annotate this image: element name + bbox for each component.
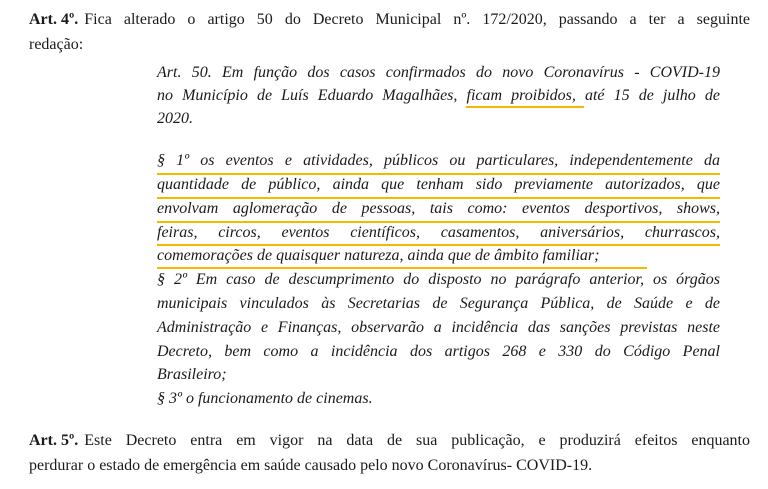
p1-line1: § 1º os eventos e atividades, públicos ou particulares, independentemente da — [157, 152, 720, 169]
art4-text: Fica alterado o artigo 50 do Decreto Municipal nº. 172/2020, passando a ter a seguinte — [84, 11, 750, 28]
p2-line3: Administração e Finanças, observarão a incidência das sanções previstas neste — [157, 319, 720, 336]
art5-text: Este Decreto entra em vigor na data de sua publicação, e produzirá efeitos enquanto — [84, 432, 750, 449]
p1-line2: quantidade de público, ainda que tenham sido previamente autorizados, que — [157, 176, 720, 193]
highlight-p1-line2 — [157, 197, 720, 199]
art50-line3: 2020. — [157, 110, 193, 127]
highlight-p1-line3 — [157, 221, 720, 223]
highlight-p1-line4 — [157, 244, 720, 246]
highlight-p1-line5 — [157, 267, 647, 269]
p2-line1: § 2º Em caso de descumprimento do disposto no parágrafo anterior, os órgãos — [157, 271, 720, 288]
p1-line5: comemorações de quaisquer natureza, ainda que de âmbito familiar; — [157, 247, 600, 264]
p1-line4: feiras, circos, eventos científicos, casamentos, aniversários, churrascos, — [157, 224, 720, 241]
p1-line3: envolvam aglomeração de pessoas, tais como: eventos desportivos, shows, — [157, 200, 720, 217]
art5-label: Art. 5º. — [29, 432, 79, 449]
highlight-p1-line1 — [157, 173, 720, 175]
p2-line4: Decreto, bem como a incidência dos artigos 268 e 330 do Código Penal — [157, 343, 720, 360]
p2-line2: municipais vinculados às Secretarias de Segurança Pública, de Saúde e de — [157, 295, 720, 312]
art4-label: Art. 4º. — [29, 11, 79, 28]
highlight-ficam-proibidos — [466, 106, 584, 108]
p3-line: § 3º o funcionamento de cinemas. — [157, 390, 373, 407]
art5-line2: perdurar o estado de emergência em saúde causado pelo novo Coronavírus- COVID-19. — [29, 457, 593, 474]
art50-line2: no Município de Luís Eduardo Magalhães, ficam proibidos, até 15 de julho de — [157, 87, 720, 104]
art50-line1: Art. 50. Em função dos casos confirmados do novo Coronavírus - COVID-19 — [157, 64, 720, 81]
art4-line2: redação: — [29, 36, 84, 53]
p2-line5: Brasileiro; — [157, 366, 227, 383]
art5-line1 — [29, 431, 750, 451]
art4-line1 — [29, 10, 750, 30]
